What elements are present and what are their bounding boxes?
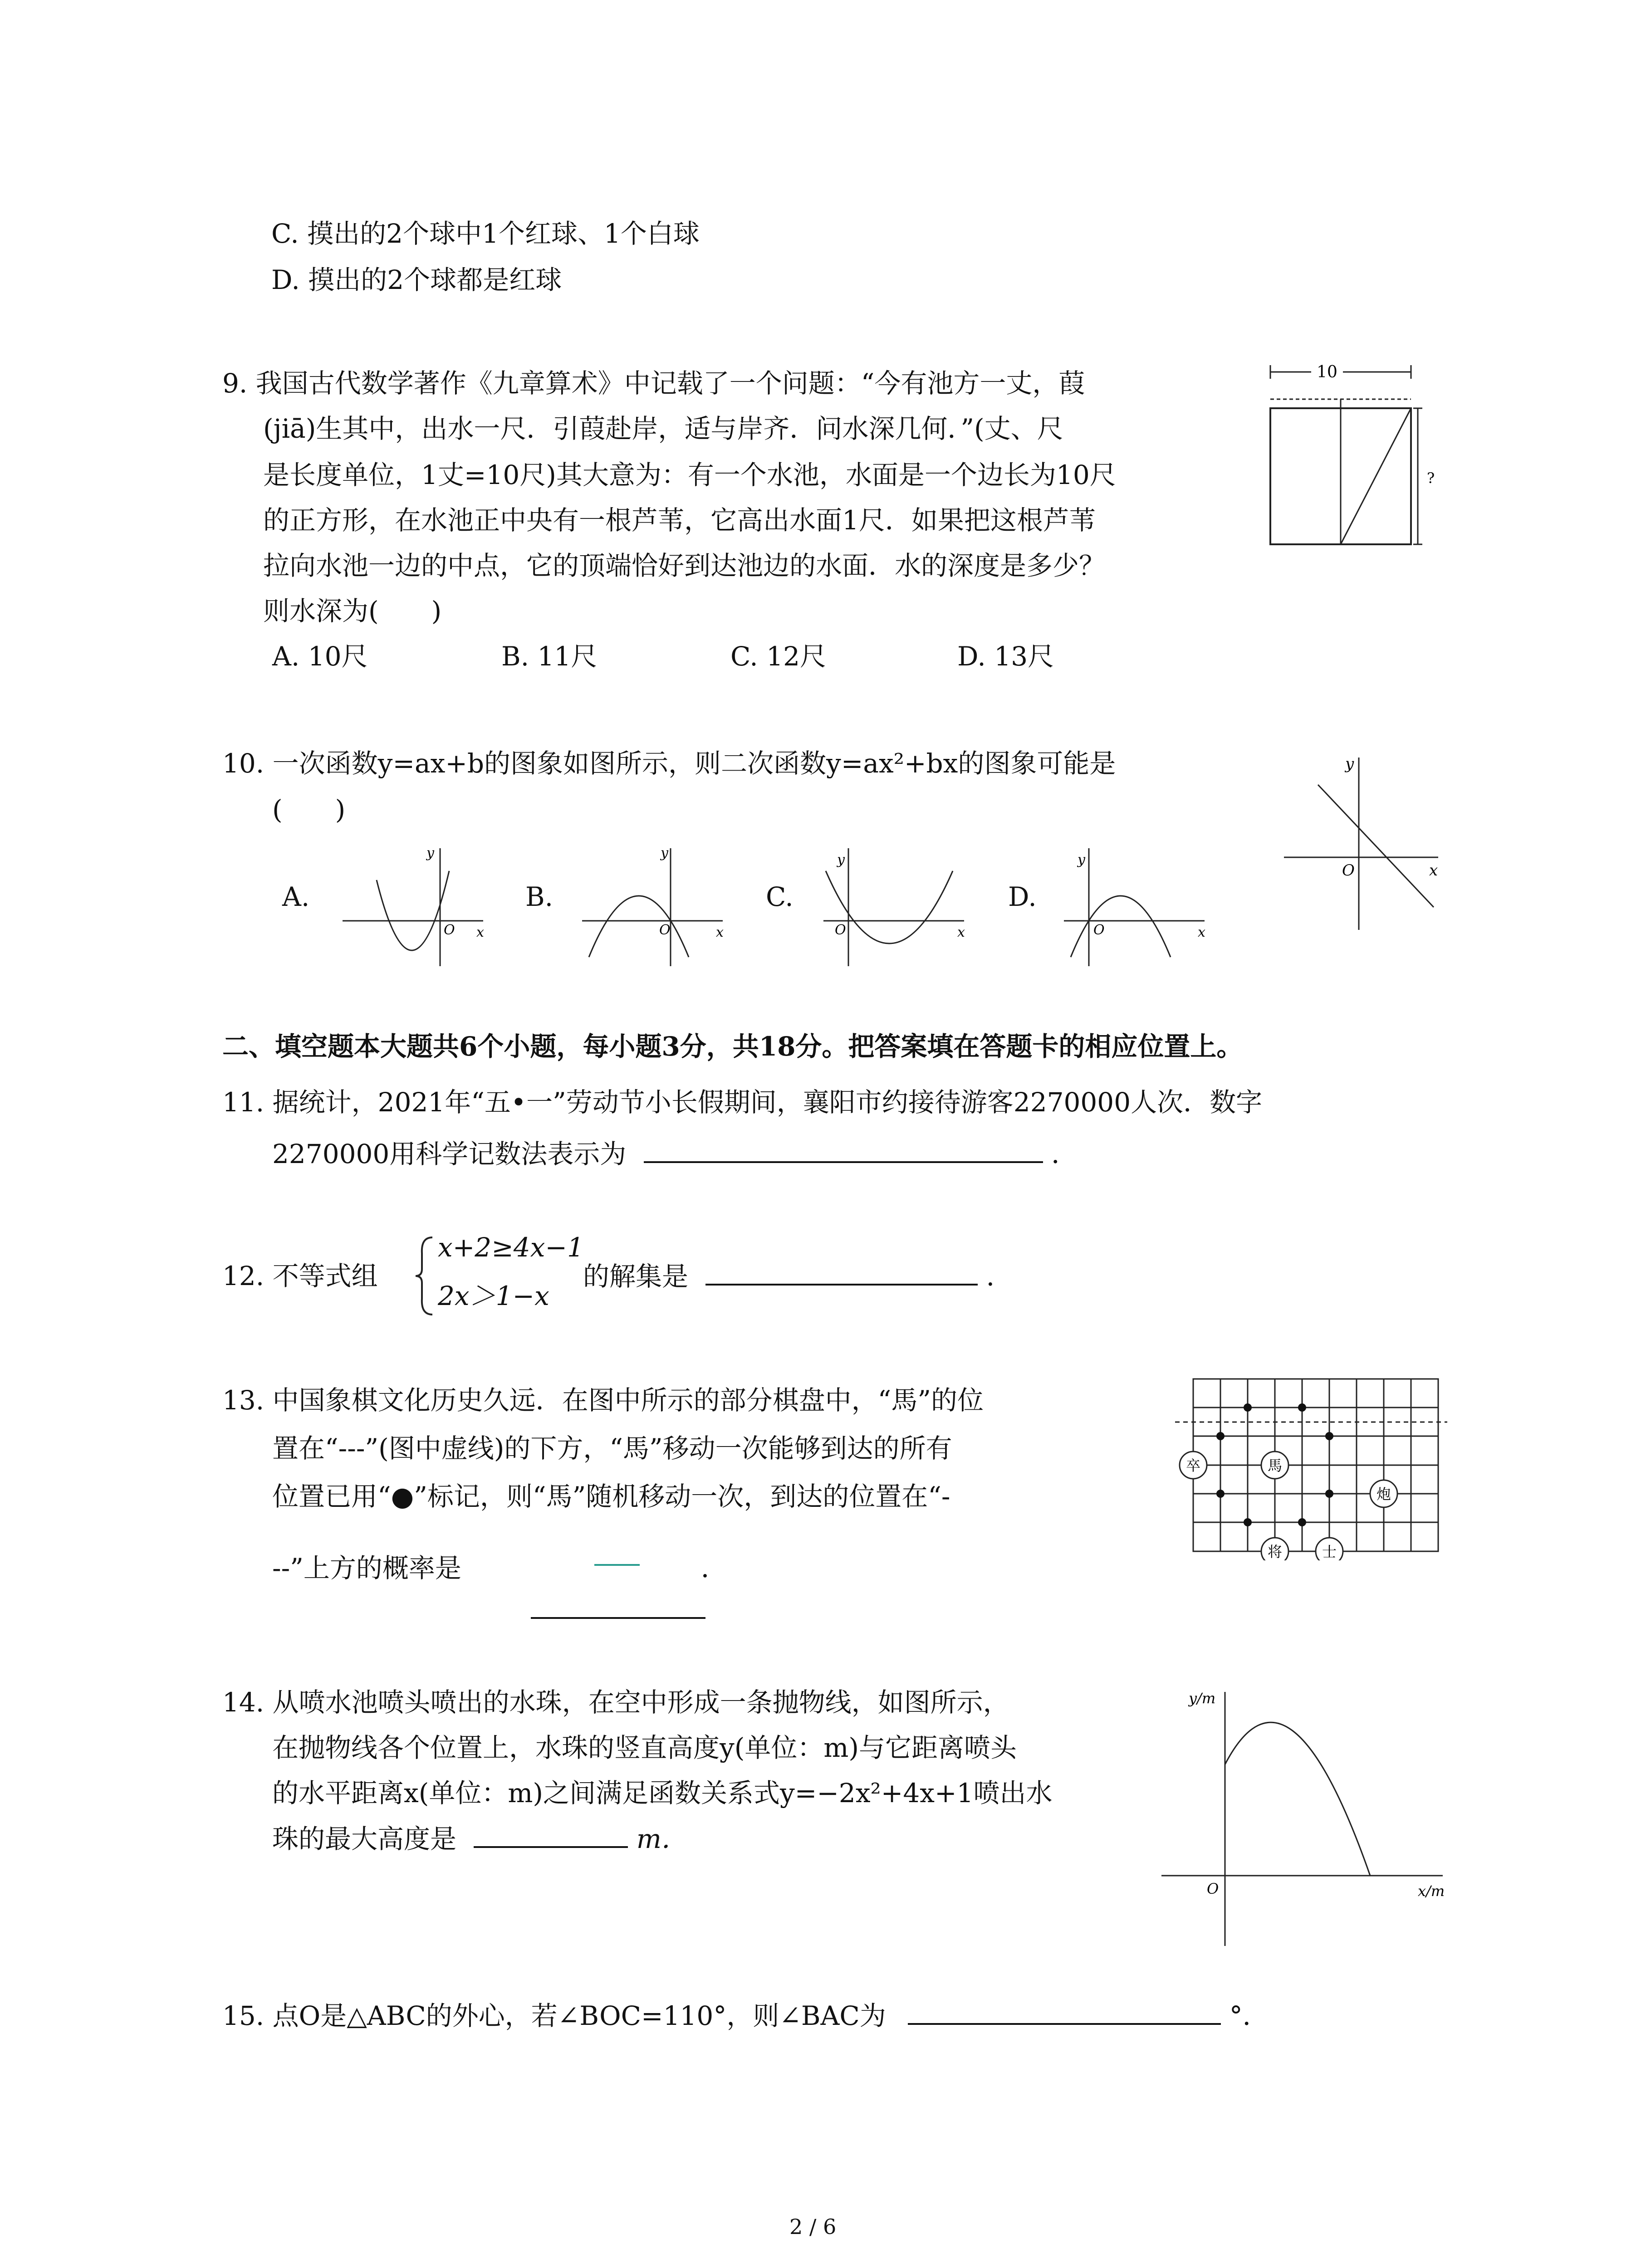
q9-line-6: 则水深为( ) [263,596,442,626]
q13-line-2: 置在“---”(图中虚线)的下方，“馬”移动一次能够到达的所有 [272,1433,952,1464]
q10-option-a: A. [282,881,310,912]
piece-ma [1261,1452,1288,1479]
q14-line-1: 14. 从喷水池喷头喷出的水珠，在空中形成一条抛物线，如图所示， [222,1687,1009,1718]
section-2-heading: 二、填空题本大题共6个小题，每小题3分，共18分。把答案填在答题卡的相应位置上。 [222,1031,1243,1062]
q10-linear-graph [1275,744,1447,934]
q8-option-c: C. 摸出的2个球中1个红球、1个白球 [271,218,700,249]
q15-tail: °． [1229,2000,1269,2031]
q9-label-question: ? [1427,469,1435,487]
q11-answer-blank[interactable] [644,1138,1043,1163]
q10-option-b: B. [525,881,554,912]
svg-text:馬: 馬 [1267,1457,1283,1474]
q10-c-y-label: y [837,852,845,868]
q10-linear-origin: O [1342,861,1355,880]
q14-answer-blank[interactable] [474,1823,628,1848]
q12-suffix-line [583,1260,1013,1292]
q11-text: 2270000用科学记数法表示为 [272,1139,627,1169]
q12-inequality-1: x+2≥4x−1 [438,1232,584,1263]
q9-line-2: (jiā)生其中，出水一尺．引葭赴岸，适与岸齐．问水深几何．”(丈、尺 [263,413,1063,444]
svg-text:炮: 炮 [1376,1486,1391,1503]
piece-pao [1370,1480,1397,1507]
q10-option-c: C. [766,881,794,912]
q12-suffix: 的解集是 [583,1261,689,1292]
q10-line-2: ( ) [272,794,346,825]
q10-option-d: D. [1008,881,1037,912]
q10-d-x-label: x [1198,924,1205,940]
q9-line-4: 的正方形，在水池正中央有一根芦苇，它高出水面1尺．如果把这根芦苇 [263,505,1096,536]
q14-y-label: y/m [1189,1690,1216,1707]
q9-option-a: A. 10尺 [272,641,368,672]
q15-answer-blank[interactable] [908,1999,1221,2025]
q11-tail: ． [1051,1139,1078,1169]
q10-line-1: 10. 一次函数y=ax+b的图象如图所示，则二次函数y=ax²+bx的图象可能是 [222,748,1116,779]
q10-graph-d [1057,844,1211,971]
q13-answer-blank[interactable] [531,1617,705,1619]
q14-line-3: 的水平距离x(单位：m)之间满足函数关系式y=−2x²+4x+1喷出水 [272,1778,1053,1809]
svg-text:士: 士 [1322,1543,1337,1560]
q14-fountain-graph [1152,1678,1452,1950]
q9-line-3: 是长度单位，1丈=10尺)其大意为：有一个水池，水面是一个边长为10尺 [263,459,1116,490]
q12-answer-blank[interactable] [705,1260,978,1286]
q9-line-5: 拉向水池一边的中点，它的顶端恰好到达池边的水面．水的深度是多少？ [263,550,1106,581]
q12-prefix: 12. 不等式组 [222,1261,378,1291]
q10-graph-c [817,844,971,971]
q10-linear-y-label: y [1345,755,1354,773]
q15-text: 15. 点O是△ABC的外心，若∠BOC=110°，则∠BAC为 [222,2000,886,2031]
piece-zu [1180,1452,1207,1479]
q10-d-y-label: y [1078,852,1085,868]
q15-line [222,1999,1269,2032]
q13-line-1: 13. 中国象棋文化历史久远．在图中所示的部分棋盘中，“馬”的位 [222,1385,984,1416]
q10-a-y-label: y [426,845,434,861]
q11-line-1: 11. 据统计，2021年“五•一”劳动节小长假期间，襄阳市约接待游客2270000人次．数字 [222,1087,1263,1118]
q12-brace [412,1233,439,1319]
q10-a-x-label: x [476,924,484,940]
q10-d-origin: O [1093,922,1105,938]
page-number: 2 / 6 [789,2214,837,2239]
q9-line-1: 9. 我国古代数学著作《九章算术》中记载了一个问题：“今有池方一丈，葭 [222,368,1085,399]
q13-fraction-bar [590,1551,681,1588]
q14-x-label: x/m [1418,1882,1445,1900]
q10-graph-a [336,844,490,971]
q14-line-4-wrap [272,1823,688,1855]
q10-a-origin: O [444,922,455,938]
q9-label-10: 10 [1317,363,1337,381]
piece-jiang [1261,1538,1288,1560]
q10-b-origin: O [659,922,671,938]
q13-line-3: 位置已用“●”标记，则“馬”随机移动一次，到达的位置在“- [272,1481,950,1512]
svg-text:将: 将 [1267,1543,1283,1560]
q10-c-x-label: x [957,924,965,940]
q14-line-2: 在抛物线各个位置上，水珠的竖直高度y(单位：m)与它距离喷头 [272,1732,1017,1763]
q10-linear-x-label: x [1429,861,1438,880]
q9-pond-figure [1257,358,1452,558]
q14-line-4: 珠的最大高度是 [272,1823,457,1854]
q13-tail: ． [701,1553,728,1584]
q11-line-2 [272,1138,1078,1170]
q10-graph-b [575,844,730,971]
q13-chessboard [1171,1370,1452,1560]
q10-c-origin: O [835,922,846,938]
q13-line-4: --”上方的概率是 [272,1553,461,1584]
q9-option-d: D. 13尺 [957,641,1054,672]
q10-b-y-label: y [661,845,668,861]
q14-unit: m． [636,1823,688,1854]
piece-shi [1316,1538,1343,1560]
q9-option-b: B. 11尺 [501,641,598,672]
q12-tail: ． [986,1261,1013,1292]
q12-inequality-2: 2x＞1−x [438,1281,549,1311]
q10-b-x-label: x [716,924,724,940]
q14-origin: O [1207,1880,1219,1897]
q8-option-d: D. 摸出的2个球都是红球 [271,264,562,295]
q9-option-c: C. 12尺 [730,641,826,672]
svg-text:卒: 卒 [1185,1457,1201,1474]
